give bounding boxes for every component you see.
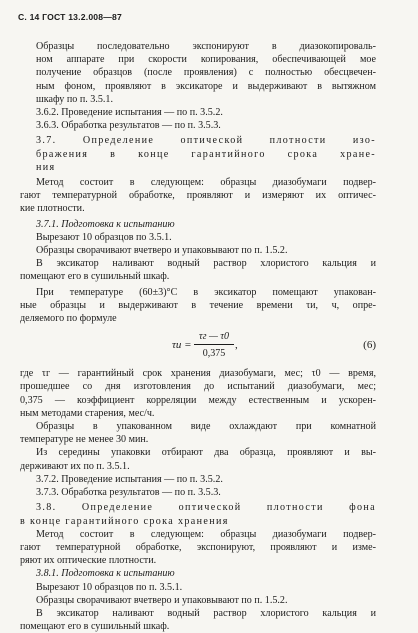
text-line: кие плотности. — [20, 203, 85, 215]
text-line: 3.7.3. Обработка результатов — по п. 3.5.3. — [36, 487, 221, 499]
text-line: Образцы сворачивают вчетверо и упаковывают по п. 1.5.2. — [36, 245, 288, 257]
text-line: держивают их по п. 3.5.1. — [20, 460, 130, 472]
text-line: ные образцы и выдерживают в течение времени τи, ч, опре- — [20, 299, 376, 311]
text-line: 0,375 — коэффициент корреляции между естественным и ускорен- — [20, 394, 376, 406]
text-line: Образцы сворачивают вчетверо и упаковывают по п. 1.5.2. — [36, 594, 288, 606]
text-line: гают температурной обработке, экспонируют, проявляют и изме- — [20, 541, 376, 553]
subsection-heading: 3.7.1. Подготовка к испытанию — [36, 218, 175, 230]
text-line: Вырезают 10 образцов по п. 3.5.1. — [36, 581, 183, 593]
text-line: Вырезают 10 образцов по 3.5.1. — [36, 231, 172, 243]
text-line: температуре не менее 30 мин. — [20, 434, 149, 446]
formula-denominator: 0,375 — [202, 348, 226, 360]
text-line: получение образцов (после проявления) с полностью обесцвечен- — [36, 67, 376, 79]
formula-lhs: τи = — [172, 339, 192, 352]
formula-comma: , — [235, 339, 238, 352]
formula-fraction — [194, 330, 234, 360]
text-line: Из середины упаковки отбирают два образца, проявляют и вы- — [36, 447, 376, 459]
text-line: В эксикатор наливают водный раствор хлористого кальция и — [36, 258, 376, 270]
text-line: ным методами старения, мес/ч. — [20, 407, 155, 419]
section-heading: бражения в конце гарантийного срока хране- — [36, 148, 376, 160]
section-heading: в конце гарантийного срока хранения — [20, 515, 229, 527]
document-body — [20, 40, 376, 633]
text-line: деляемого по формуле — [20, 313, 117, 325]
text-line: Образцы в упакованном виде охлаждают при комнатной — [36, 421, 376, 433]
text-line: 3.7.2. Проведение испытания — по п. 3.5.2. — [36, 473, 223, 485]
text-line: Метод состоит в следующем: образцы диазобумаги подвер- — [36, 177, 376, 189]
text-line: шкафу по п. 3.5.1. — [36, 93, 113, 105]
text-line: помещают его в сушильный шкаф. — [20, 621, 170, 633]
text-line: гают температурной обработке, проявляют и измеряют их оптичес- — [20, 190, 376, 202]
text-line: В эксикатор наливают водный раствор хлористого кальция и — [36, 607, 376, 619]
text-line: ном аппарате при скорости копирования, обеспечивающей мое — [36, 54, 376, 66]
text-line: ным фоном, проявляют в эксикаторе и выдерживают в вытяжном — [36, 80, 376, 92]
formula-numerator: τг — τ0 — [194, 330, 234, 345]
text-line: При температуре (60±3)°С в эксикатор помещают упакован- — [36, 286, 376, 298]
section-heading: 3.7. Определение оптической плотности изо- — [36, 135, 376, 147]
text-line: где τг — гарантийный срок хранения диазобумаги, мес; τ0 — время, — [20, 368, 376, 380]
formula-number: (6) — [363, 339, 376, 352]
subsection-heading: 3.8.1. Подготовка к испытанию — [36, 568, 175, 580]
formula-6 — [36, 327, 376, 365]
section-heading: ния — [36, 161, 56, 173]
text-line: помещают его в сушильный шкаф. — [20, 271, 170, 283]
text-line: прошедшее со дня изготовления до испытаний диазобумаги, мес; — [20, 381, 376, 393]
text-line: ряют их оптические плотности. — [20, 555, 157, 567]
section-heading: 3.8. Определение оптической плотности фона — [36, 502, 376, 514]
text-line: Метод состоит в следующем: образцы диазобумаги подвер- — [36, 528, 376, 540]
text-line: Образцы последовательно экспонируют в диазокопироваль- — [36, 41, 376, 52]
page-header: С. 14 ГОСТ 13.2.008—87 — [18, 12, 123, 22]
text-line: 3.6.2. Проведение испытания — по п. 3.5.2. — [36, 107, 223, 119]
text-line: 3.6.3. Обработка результатов — по п. 3.5.3. — [36, 120, 221, 132]
